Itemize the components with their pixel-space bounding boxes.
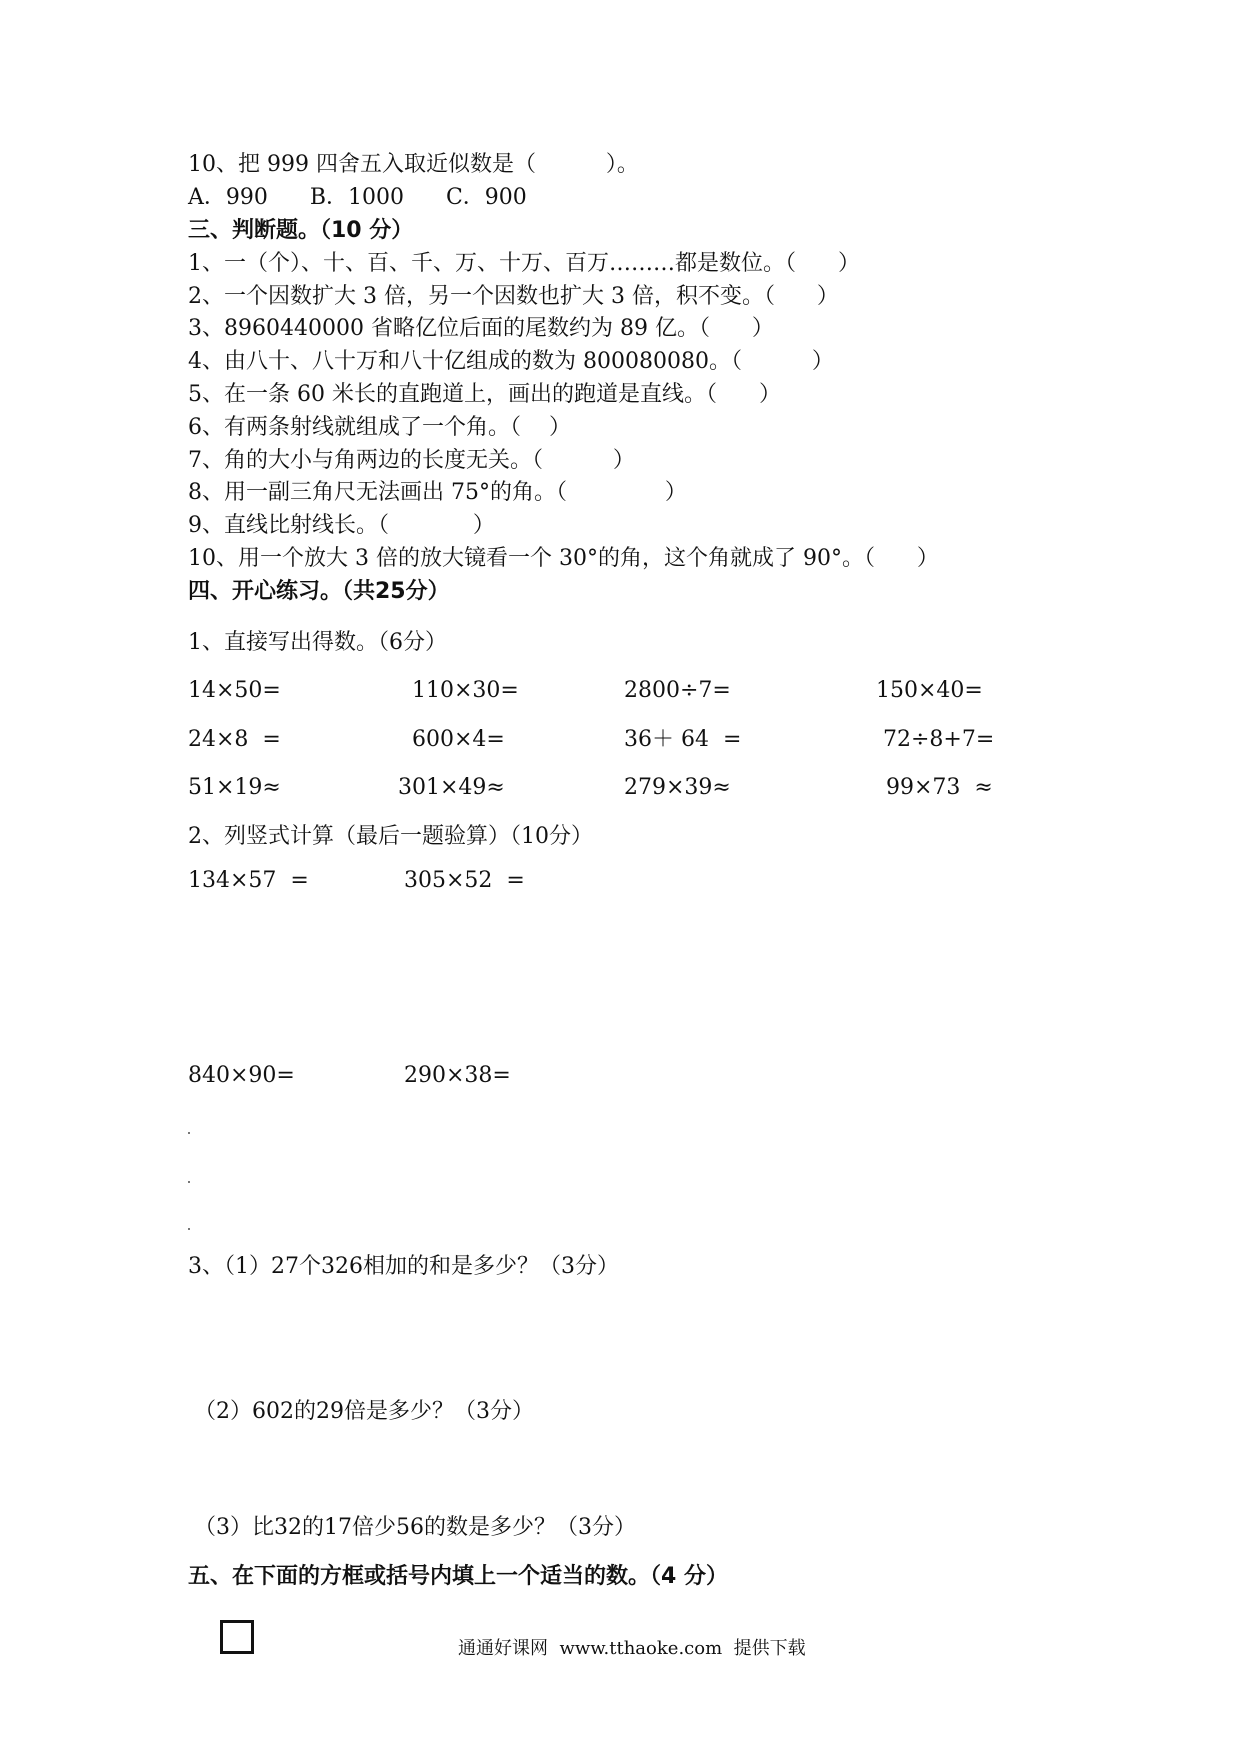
oral-calc-item: 150×40= <box>876 678 983 703</box>
oral-calc-item: 14×50= <box>188 678 281 703</box>
oral-calc-item: 72÷8+7= <box>876 727 995 752</box>
question-10-stem: 10、把 999 四舍五入取近似数是（ ）。 <box>188 152 639 177</box>
part-3-question-1: 3、（1）27个326相加的和是多少？（3分） <box>188 1254 619 1279</box>
oral-calc-item: 99×73 ≈ <box>886 775 993 800</box>
oral-calc-item: 301×49≈ <box>398 775 505 800</box>
oral-calc-item: 279×39≈ <box>624 775 731 800</box>
part-3-question-3: （3）比32的17倍少56的数是多少？（3分） <box>194 1515 636 1540</box>
vertical-calc-item: 305×52 = <box>404 868 525 893</box>
section-5-title: 五、在下面的方框或括号内填上一个适当的数。（4 分） <box>188 1564 728 1589</box>
judge-item: 3、8960440000 省略亿位后面的尾数约为 89 亿。（ ） <box>188 316 774 341</box>
question-10-options: A．990 B．1000 C．900 <box>188 185 527 210</box>
judge-item: 10、用一个放大 3 倍的放大镜看一个 30°的角，这个角就成了 90°。（ ） <box>188 546 939 571</box>
part-2-title: 2、列竖式计算（最后一题验算）（10分） <box>188 824 593 849</box>
answer-box <box>220 1620 254 1654</box>
oral-calc-item: 24×8 = <box>188 727 281 752</box>
vertical-calc-item: 840×90= <box>188 1063 295 1088</box>
judge-item: 8、用一副三角尺无法画出 75°的角。（ ） <box>188 480 687 505</box>
oral-calc-item: 110×30= <box>412 678 519 703</box>
section-3-title: 三、判断题。（10 分） <box>188 218 414 243</box>
oral-calc-item: 36＋ 64 = <box>624 727 742 752</box>
judge-item: 7、角的大小与角两边的长度无关。（ ） <box>188 448 635 473</box>
judge-item: 4、由八十、八十万和八十亿组成的数为 800080080。（ ） <box>188 349 834 374</box>
oral-calc-item: 600×4= <box>412 727 505 752</box>
part-3-question-2: （2）602的29倍是多少？（3分） <box>194 1399 534 1424</box>
judge-item: 2、一个因数扩大 3 倍，另一个因数也扩大 3 倍，积不变。（ ） <box>188 284 839 309</box>
oral-calc-item: 2800÷7= <box>624 678 731 703</box>
footer-watermark: 通通好课网 www.tthaoke.com 提供下载 <box>458 1638 806 1659</box>
judge-item: 1、一（个）、十、百、千、万、十万、百万………都是数位。（ ） <box>188 251 860 276</box>
oral-calc-item: 51×19≈ <box>188 775 281 800</box>
section-4-title: 四、开心练习。（共25分） <box>188 579 450 604</box>
scan-speck <box>188 1181 190 1183</box>
scan-speck <box>188 1132 190 1134</box>
judge-item: 9、直线比射线长。（ ） <box>188 513 495 538</box>
judge-item: 6、有两条射线就组成了一个角。（ ） <box>188 415 571 440</box>
vertical-calc-item: 134×57 = <box>188 868 309 893</box>
judge-item: 5、在一条 60 米长的直跑道上，画出的跑道是直线。（ ） <box>188 382 781 407</box>
vertical-calc-item: 290×38= <box>404 1063 511 1088</box>
part-1-title: 1、直接写出得数。（6分） <box>188 630 447 655</box>
scan-speck <box>188 1228 190 1230</box>
